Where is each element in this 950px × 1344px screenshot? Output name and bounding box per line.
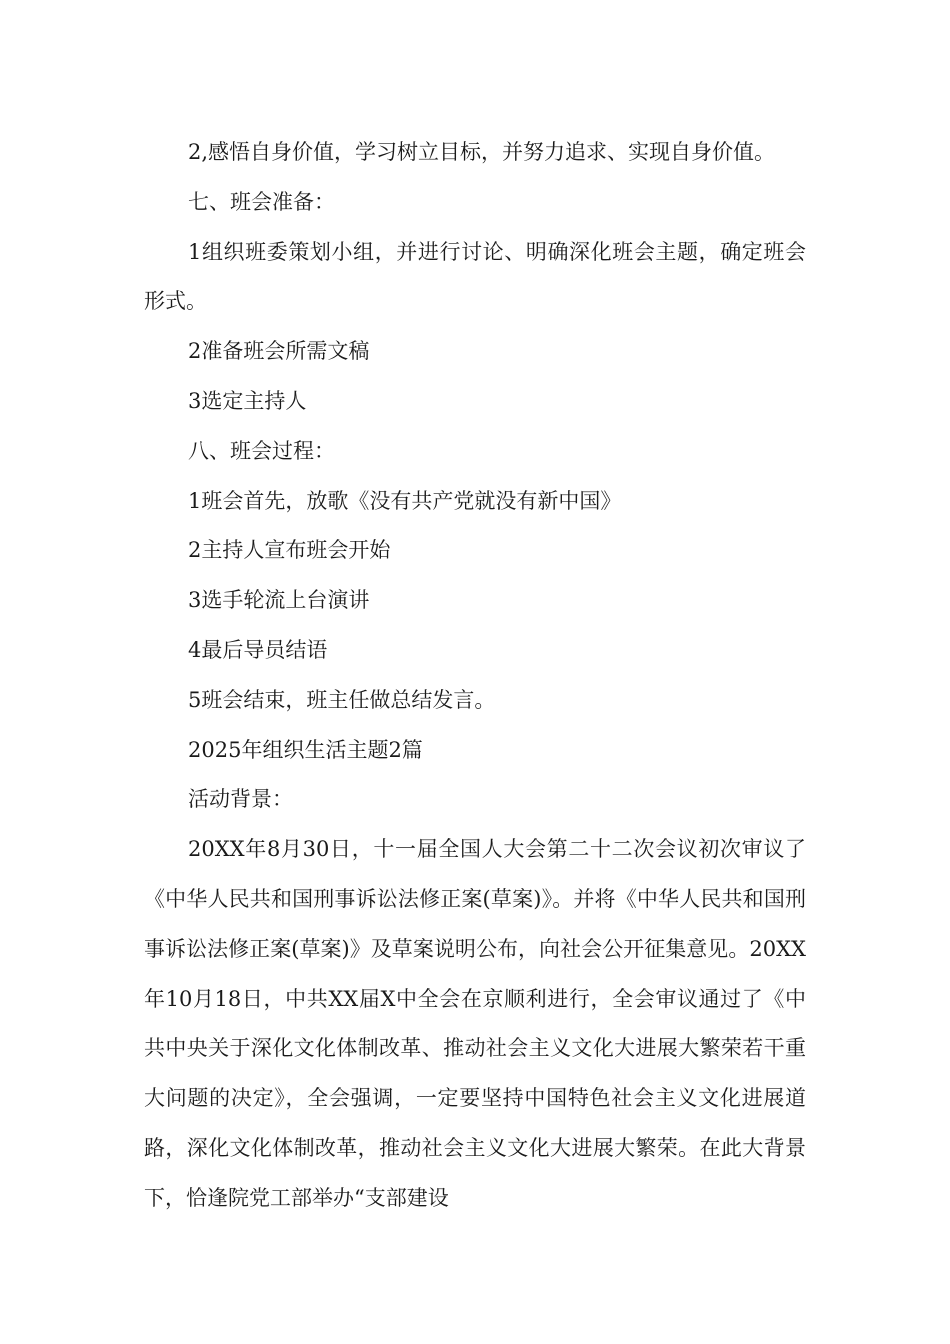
paragraph-background: 20XX年8月30日，十一届全国人大会第二十二次会议初次审议了《中华人民共和国刑事诉讼法修正案(草案)》。并将《中华人民共和国刑事诉讼法修正案(草案)》及草案说明公布，向社会公开征集意见。20XX年10月18日，中共XX届X中全会在京顺利进行，全会审议通过了《中共中央关于深化文化体制改革、推动社会主义文化大进展大繁荣若干重大问题的决定》，全会强调，一定要坚持中国特色社会主义文化进展道路，深化文化体制改革，推动社会主义文化大进展大繁荣。在此大背景下，恰逢院党工部举办“支部建设 <box>144 837 806 1210</box>
heading-meeting-preparation: 七、班会准备： <box>188 189 335 214</box>
paragraph-process-1: 1班会首先，放歌《没有共产党就没有新中国》 <box>188 488 622 513</box>
paragraph-process-5: 5班会结束，班主任做总结发言。 <box>188 687 496 712</box>
paragraph-prep-3: 3选定主持人 <box>188 388 307 413</box>
heading-meeting-process: 八、班会过程： <box>188 438 335 463</box>
paragraph-prep-2: 2准备班会所需文稿 <box>188 339 370 364</box>
paragraph-goal-2: 2,感悟自身价值，学习树立目标，并努力追求、实现自身价值。 <box>188 140 776 164</box>
document-body <box>144 128 806 1224</box>
paragraph-process-4: 4最后导员结语 <box>188 637 328 662</box>
paragraph-prep-1: 1组织班委策划小组，并进行讨论、明确深化班会主题，确定班会形式。 <box>144 239 806 314</box>
paragraph-process-3: 3选手轮流上台演讲 <box>188 588 370 613</box>
paragraph-process-2: 2主持人宣布班会开始 <box>188 538 391 563</box>
section-title: 2025年组织生活主题2篇 <box>188 737 423 762</box>
heading-activity-background: 活动背景： <box>188 787 293 812</box>
